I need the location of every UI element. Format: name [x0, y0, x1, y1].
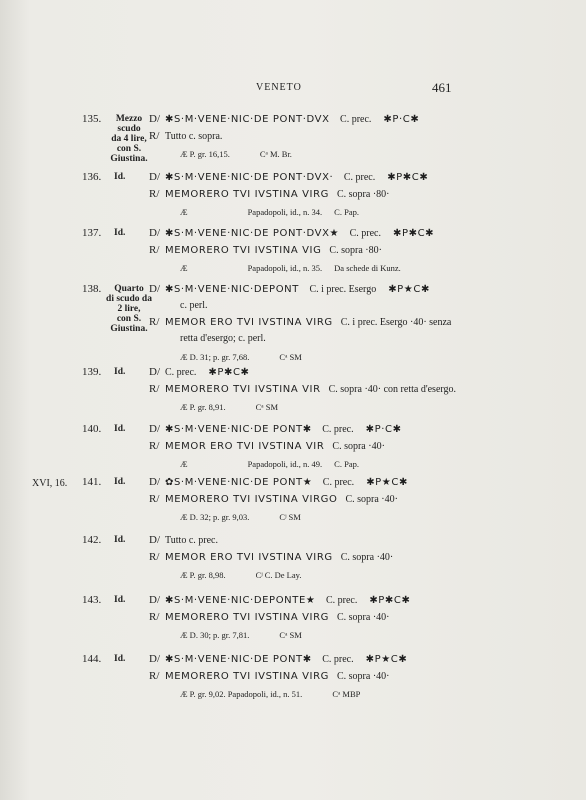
reverse-note: C. sopra ·40·	[336, 671, 390, 682]
metadata-item: Papadopoli, id., n. 49.	[247, 459, 323, 469]
entry-number: 136.	[82, 171, 102, 183]
description-line: Id.	[114, 654, 126, 664]
obverse-legend: ✱S·M·VENE·NIC·DE PONT·DVX★	[165, 228, 340, 239]
metadata-item: Æ P. gr. 9,02. Papadopoli, id., n. 51.	[180, 689, 303, 699]
metadata-item: Da schede di Kunz.	[334, 263, 401, 273]
description-line: Mezzo scudo	[115, 114, 143, 134]
description-line: con S. Giustina.	[110, 144, 148, 164]
reverse-note: C. sopra ·40·	[332, 441, 385, 452]
metadata-item: Æ	[180, 263, 188, 273]
reverse-legend: MEMOR ERO TVI IVSTINA VIRG	[165, 552, 333, 563]
reverse-note: C. sopra ·80·	[329, 245, 382, 256]
obverse-legend: ✱S·M·VENE·NIC·DEPONTE★	[165, 595, 316, 606]
metadata-item: Æ P. gr. 8,98.	[180, 570, 226, 580]
description-line: Id.	[114, 367, 126, 377]
metadata-item: Æ P. gr. 8,91.	[180, 402, 226, 412]
obverse-legend: ✱S·M·VENE·NIC·DEPONT	[165, 284, 299, 295]
metadata-item: Æ	[180, 459, 188, 469]
obverse-marker: D/	[149, 171, 160, 183]
plate-reference: XVI, 16.	[32, 478, 68, 489]
entry-number: 135.	[82, 113, 102, 125]
metadata-item: Cᵃ SM	[279, 352, 302, 362]
reverse-line	[165, 189, 389, 200]
obverse-line	[165, 367, 250, 378]
obverse-note: C. prec.	[323, 595, 358, 606]
reverse-line	[165, 317, 451, 328]
obverse-line	[165, 284, 430, 295]
metadata-item: Cᵃ M. Br.	[259, 149, 292, 159]
entry-number: 142.	[82, 534, 102, 546]
obverse-legend: ✿S·M·VENE·NIC·DE PONT★	[165, 477, 313, 488]
obverse-marker: D/	[149, 366, 160, 378]
reverse-line	[165, 384, 456, 395]
description-line: Id.	[114, 424, 126, 434]
reverse-note: C. i prec. Esergo ·40· senza	[340, 317, 452, 328]
metadata-item: Cᵃ SM	[279, 630, 302, 640]
metadata-item: Cʲ C. De Lay.	[255, 570, 302, 580]
obverse-note: C. prec.	[165, 367, 197, 378]
reverse-line	[165, 671, 389, 682]
reverse-marker: R/	[149, 130, 160, 142]
reverse-legend: MEMORERO TVI IVSTINA VIRGO	[165, 494, 338, 505]
entry-number: 144.	[82, 653, 102, 665]
metadata-item: Cᵃ MBP	[332, 689, 361, 699]
entry-metadata	[180, 402, 290, 412]
metadata-item: C. Pap.	[334, 207, 359, 217]
obverse-line	[165, 477, 408, 488]
entry-metadata	[180, 459, 371, 469]
reverse-marker: R/	[149, 383, 160, 395]
metadata-item: C. Pap.	[334, 459, 359, 469]
reverse-note: C. sopra ·40·	[345, 494, 398, 505]
entry-metadata	[180, 149, 304, 159]
metadata-item: Papadopoli, id., n. 35.	[247, 263, 323, 273]
entry-metadata	[180, 207, 371, 217]
obverse-note: C. prec.	[341, 172, 376, 183]
description-line: Id.	[114, 477, 126, 487]
obverse-marker: D/	[149, 476, 160, 488]
obverse-note: C. prec.	[347, 228, 381, 239]
reverse-legend: MEMORERO TVI IVSTINA VIG	[165, 245, 322, 256]
metadata-item: Æ P. gr. 16,15.	[180, 149, 230, 159]
description-line: Id.	[114, 172, 126, 182]
entry-description	[106, 114, 152, 164]
obverse-marker: D/	[149, 113, 160, 125]
page-header	[0, 78, 586, 98]
reverse-note: C. sopra ·40·	[340, 552, 394, 563]
obverse-mintmark: ✱P·C✱	[365, 424, 402, 435]
obverse-mintmark: ✱P·C✱	[383, 114, 420, 125]
description-line: di scudo da 2 lire,	[106, 294, 152, 314]
description-line: Id.	[114, 595, 126, 605]
obverse-note: C. prec.	[319, 654, 354, 665]
obverse-note: C. prec.	[337, 114, 372, 125]
entry-number: 143.	[82, 594, 102, 606]
reverse-note: Tutto c. sopra.	[165, 131, 223, 142]
description-line: con S. Giustina.	[110, 314, 148, 334]
entry-metadata	[180, 630, 314, 640]
metadata-item: Cʲ SM	[279, 512, 301, 522]
obverse-marker: D/	[149, 423, 160, 435]
obverse-marker: D/	[149, 283, 160, 295]
obverse-note: C. i prec. Esergo	[306, 284, 377, 295]
obverse-marker: D/	[149, 594, 160, 606]
reverse-line	[165, 552, 393, 563]
reverse-line	[165, 494, 398, 505]
obverse-mintmark: ✱P★C✱	[366, 477, 408, 488]
description-line: Id.	[114, 228, 126, 238]
metadata-item: Æ D. 30; p. gr. 7,81.	[180, 630, 250, 640]
obverse-mintmark: ✱P✱C✱	[369, 595, 411, 606]
obverse-marker: D/	[149, 653, 160, 665]
obverse-note: C. prec.	[320, 477, 355, 488]
reverse-line	[165, 131, 222, 142]
reverse-marker: R/	[149, 440, 160, 452]
obverse-line	[165, 228, 434, 239]
entry-description	[106, 284, 152, 334]
obverse-line	[165, 114, 419, 125]
description-line: da 4 lire,	[111, 134, 147, 144]
obverse-line	[165, 654, 407, 665]
obverse-note: C. prec.	[319, 424, 354, 435]
reverse-marker: R/	[149, 316, 160, 328]
entry-number: 140.	[82, 423, 102, 435]
obverse-marker: D/	[149, 534, 160, 546]
reverse-continuation: retta d'esergo; c. perl.	[180, 333, 266, 344]
reverse-note: C. sopra ·40· con retta d'esergo.	[328, 384, 457, 395]
reverse-legend: MEMORERO TVI IVSTINA VIRG	[165, 612, 329, 623]
obverse-mintmark: ✱P✱C✱	[387, 172, 429, 183]
entry-number: 138.	[82, 283, 102, 295]
reverse-marker: R/	[149, 670, 160, 682]
reverse-line	[165, 245, 382, 256]
reverse-line	[165, 612, 389, 623]
entry-metadata	[180, 263, 413, 273]
entry-metadata	[180, 570, 313, 580]
reverse-note: C. sopra ·40·	[336, 612, 390, 623]
reverse-legend: MEMOR ERO TVI IVSTINA VIRG	[165, 317, 333, 328]
obverse-legend: ✱S·M·VENE·NIC·DE PONT·DVX	[165, 114, 330, 125]
obverse-legend: ✱S·M·VENE·NIC·DE PONT✱	[165, 424, 312, 435]
entry-metadata	[180, 689, 372, 699]
reverse-legend: MEMORERO TVI IVSTINA VIRG	[165, 189, 329, 200]
running-title: VENETO	[256, 82, 302, 93]
metadata-item: Æ D. 31; p. gr. 7,68.	[180, 352, 250, 362]
entry-number: 137.	[82, 227, 102, 239]
obverse-continuation: c. perl.	[180, 300, 208, 311]
obverse-line	[165, 595, 410, 606]
metadata-item: Papadopoli, id., n. 34.	[247, 207, 323, 217]
metadata-item: Æ	[180, 207, 188, 217]
reverse-marker: R/	[149, 188, 160, 200]
reverse-legend: MEMORERO TVI IVSTINA VIR	[165, 384, 321, 395]
reverse-marker: R/	[149, 493, 160, 505]
page-number: 461	[432, 80, 452, 95]
obverse-mintmark: ✱P★C✱	[388, 284, 430, 295]
entry-metadata	[180, 512, 313, 522]
reverse-marker: R/	[149, 611, 160, 623]
reverse-marker: R/	[149, 551, 160, 563]
obverse-marker: D/	[149, 227, 160, 239]
reverse-marker: R/	[149, 244, 160, 256]
metadata-item: Æ D. 32; p. gr. 9,03.	[180, 512, 250, 522]
metadata-item: Cᵃ SM	[255, 402, 278, 412]
obverse-mintmark: ✱P✱C✱	[208, 367, 250, 378]
reverse-line	[165, 441, 385, 452]
description-line: Quarto	[114, 284, 144, 294]
entry-number: 139.	[82, 366, 102, 378]
obverse-mintmark: ✱P★C✱	[365, 654, 408, 665]
reverse-legend: MEMOR ERO TVI IVSTINA VIR	[165, 441, 325, 452]
obverse-legend: ✱S·M·VENE·NIC·DE PONT·DVX·	[165, 172, 334, 183]
reverse-legend: MEMORERO TVI IVSTINA VIRG	[165, 671, 329, 682]
entry-number: 141.	[82, 476, 102, 488]
obverse-legend: ✱S·M·VENE·NIC·DE PONT✱	[165, 654, 312, 665]
obverse-line	[165, 172, 428, 183]
obverse-note: Tutto c. prec.	[165, 535, 218, 546]
reverse-note: C. sopra ·80·	[336, 189, 390, 200]
obverse-line	[165, 424, 402, 435]
obverse-mintmark: ✱P✱C✱	[392, 228, 435, 239]
entry-metadata	[180, 352, 314, 362]
description-line: Id.	[114, 535, 126, 545]
obverse-line	[165, 535, 218, 546]
